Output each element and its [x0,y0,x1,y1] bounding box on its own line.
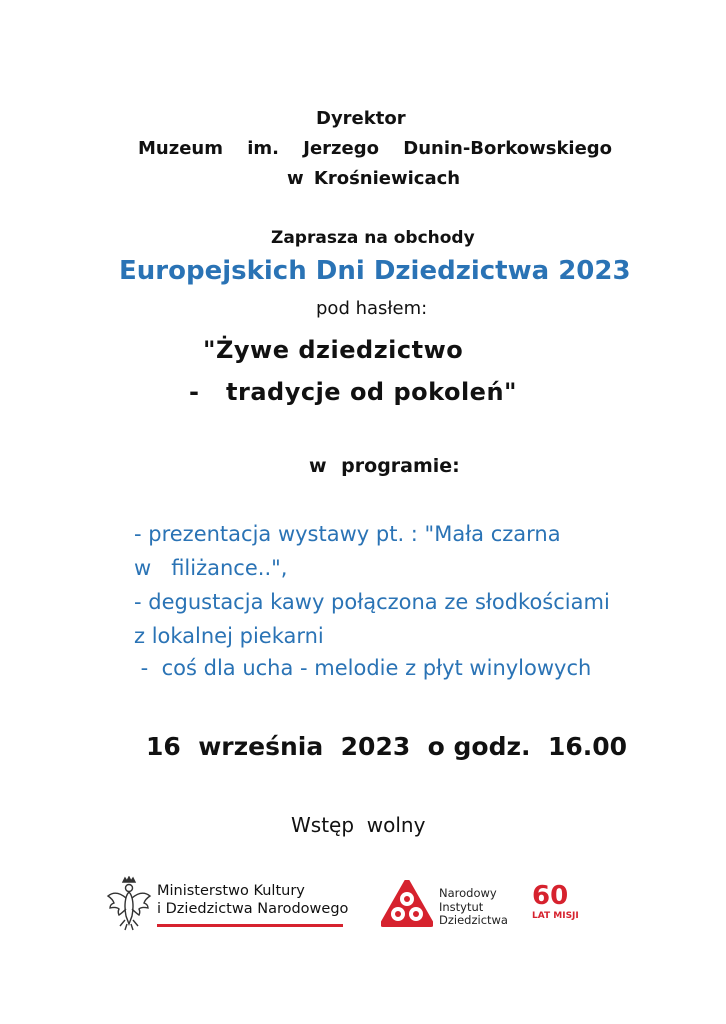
event-date: 16 września 2023 o godz. 16.00 [146,732,628,761]
motto-line-1: "Żywe dziedzictwo [203,336,464,364]
program-line: - prezentacja wystawy pt. : "Mała czarna [134,522,561,546]
director-label: Dyrektor [316,108,406,129]
ministry-logo [105,876,349,932]
nid-logo [381,880,591,932]
motto-line-2: - tradycje od pokoleń" [189,378,518,406]
anniversary-number: 60 [532,881,569,911]
program-line: w filiżance..", [134,556,288,580]
program-title: w programie: [309,455,460,477]
ministry-name-line-1: Ministerstwo Kultury [157,883,305,899]
ministry-name-line-2: i Dziedzictwa Narodowego [157,901,349,917]
motto-lead: pod hasłem: [316,298,428,319]
program-line: z lokalnej piekarni [134,624,324,648]
museum-name: Muzeum im. Jerzego Dunin-Borkowskiego [138,138,613,159]
invitation-text: Zaprasza na obchody [271,228,475,248]
entry-info: Wstęp wolny [291,813,426,837]
eagle-emblem-icon [105,876,153,932]
nid-name [439,887,508,928]
event-title: Europejskich Dni Dziedzictwa 2023 [119,256,631,286]
program-line: - degustacja kawy połączona ze słodkościami [134,590,610,614]
ministry-accent-line [157,924,343,927]
nid-name-line-2: Instytut [439,899,484,914]
museum-town: w Krośniewicach [287,168,461,189]
anniversary-text: LAT MISJI [532,911,579,921]
nid-name-line-3: Dziedzictwa [439,913,508,927]
nid-name-line-1: Narodowy [439,886,497,900]
nid-emblem-icon [381,880,433,930]
program-line: - coś dla ucha - melodie z płyt winylowych [134,656,592,680]
ministry-name [157,882,348,918]
